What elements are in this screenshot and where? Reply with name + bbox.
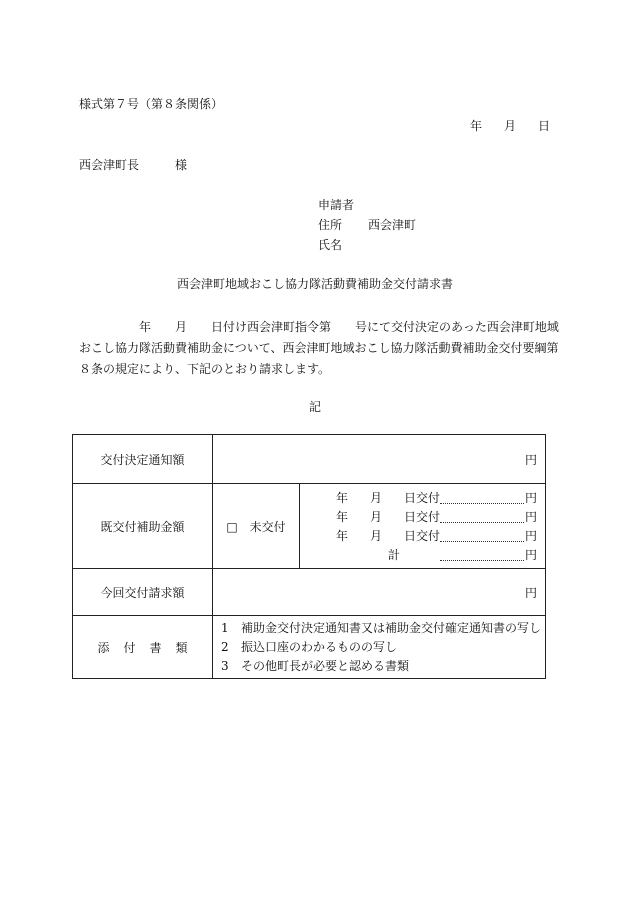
decided-amount-label: 交付決定通知額 (73, 435, 213, 484)
table-row (73, 569, 546, 616)
paid-day: 日交付 (403, 510, 440, 524)
amount-blank[interactable] (440, 511, 524, 523)
paid-line (300, 507, 537, 526)
paid-line (300, 526, 537, 545)
date-year: 年 (470, 119, 483, 133)
date-month: 月 (504, 119, 517, 133)
form-number: 様式第７号（第８条関係） (79, 97, 224, 111)
item-number: 1 (221, 620, 229, 635)
item-text: 振込口座のわかるものの写し (241, 639, 398, 654)
attachments-list (213, 616, 546, 679)
yen-unit: 円 (524, 585, 537, 600)
yen-unit: 円 (524, 491, 537, 505)
paid-amount-label: 既交付補助金額 (73, 484, 213, 569)
item-text: 補助金交付決定通知書又は補助金交付確定通知書の写し (241, 620, 542, 635)
yen-unit: 円 (524, 510, 537, 524)
unpaid-checkbox[interactable]: □ 未交付 (213, 484, 300, 569)
body-line: おこし協力隊活動費補助金について、西会津町地域おこし協力隊活動費補助金交付要綱第 (79, 341, 559, 355)
paid-month: 月 (369, 510, 382, 524)
applicant-block (318, 195, 416, 255)
body-line: ８条の規定により、下記のとおり請求します。 (79, 362, 331, 376)
amount-blank[interactable] (440, 492, 524, 504)
paid-month: 月 (369, 491, 382, 505)
date-line (470, 118, 550, 134)
paid-year: 年 (335, 510, 348, 524)
item-text: その他町長が必要と認める書類 (241, 658, 410, 673)
decided-amount-value (213, 435, 546, 484)
body-line: 年 月 日付け西会津町指令第 号にて交付決定のあった西会津町地域 (79, 320, 559, 334)
table-row (73, 616, 546, 679)
request-amount-label: 今回交付請求額 (73, 569, 213, 616)
attachment-item (221, 657, 545, 676)
paid-line (300, 488, 537, 507)
amount-blank[interactable] (440, 549, 524, 561)
yen-unit: 円 (524, 452, 537, 467)
attachment-item (221, 638, 545, 657)
table-row (73, 484, 546, 569)
item-number: 3 (221, 658, 229, 673)
paid-total-line (300, 545, 537, 564)
address-label: 住所 (318, 218, 343, 232)
body-text (79, 317, 559, 380)
addressee-honorific: 様 (175, 158, 188, 172)
attachments-label: 添付書類 (73, 616, 213, 679)
table-row (73, 435, 546, 484)
item-number: 2 (221, 639, 229, 654)
paid-year: 年 (335, 491, 348, 505)
date-day: 日 (538, 119, 551, 133)
request-amount-value (213, 569, 546, 616)
applicant-address (318, 215, 416, 235)
paid-day: 日交付 (403, 491, 440, 505)
amount-blank[interactable] (440, 530, 524, 542)
total-label: 計 (387, 548, 400, 562)
addressee-name: 西会津町長 (79, 158, 140, 172)
paid-list (300, 484, 546, 569)
paid-year: 年 (335, 529, 348, 543)
attachment-item (221, 619, 545, 638)
applicant-label: 申請者 (318, 198, 355, 212)
paid-day: 日交付 (403, 529, 440, 543)
document-title: 西会津町地域おこし協力隊活動費補助金交付請求書 (176, 277, 453, 291)
addressee (79, 157, 187, 173)
yen-unit: 円 (524, 548, 537, 562)
yen-unit: 円 (524, 529, 537, 543)
applicant-name-label: 氏名 (318, 238, 343, 252)
paid-month: 月 (369, 529, 382, 543)
address-value: 西会津町 (368, 218, 417, 232)
ki-heading: 記 (308, 400, 321, 414)
request-table (72, 434, 546, 679)
